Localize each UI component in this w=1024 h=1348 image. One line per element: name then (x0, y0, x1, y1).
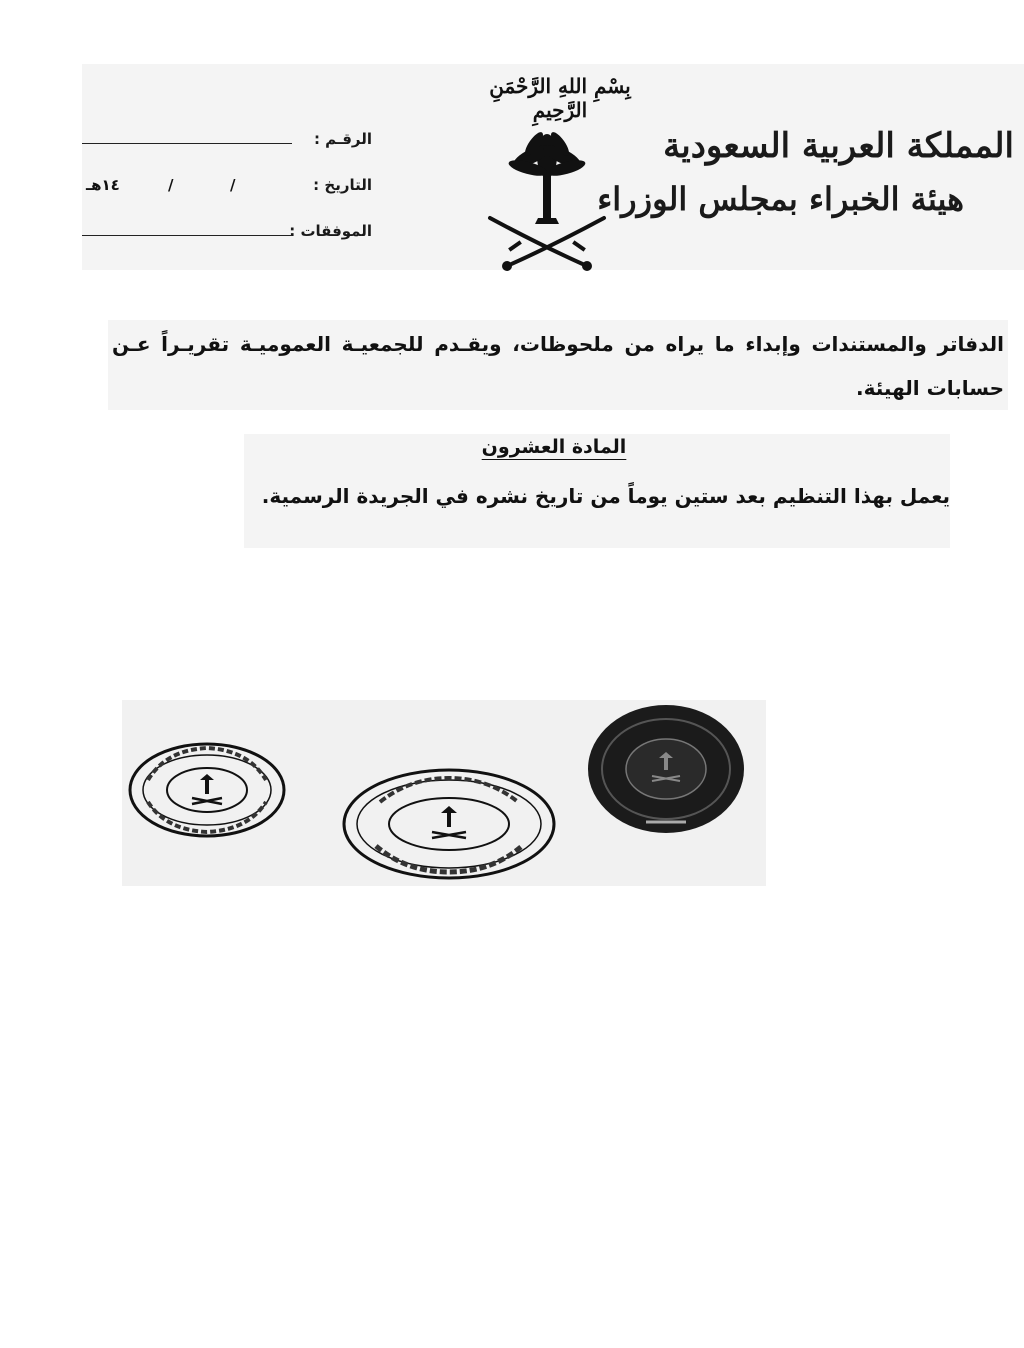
number-label: الرقـم : (313, 130, 372, 148)
date-year-suffix: ١٤هـ (86, 176, 120, 194)
date-value (82, 176, 292, 202)
attachments-label: الموفقات : (289, 222, 372, 240)
number-line (82, 143, 292, 144)
article-text: يعمل بهذا التنظيم بعد ستين يوماً من تاريخ نشره في الجريدة الرسمية. (261, 484, 950, 508)
ministry-name-line1: المملكة العربية السعودية (663, 126, 1014, 166)
date-separator-2: / (230, 176, 236, 194)
palm-swords-emblem-icon (482, 126, 612, 276)
attachments-line (82, 235, 292, 236)
seal-stamp-1 (126, 740, 288, 840)
number-field (82, 130, 372, 156)
attachments-field (82, 222, 372, 248)
ministry-name-line2: هيئة الخبراء بمجلس الوزراء (597, 180, 964, 218)
article-title: المادة العشرون (481, 436, 627, 458)
date-separator-1: / (168, 176, 174, 194)
seal-stamp-2 (340, 766, 558, 882)
body-paragraph: الدفاتر والمستندات وإبداء ما يراه من ملحوظات، ويقـدم للجمعيـة العموميـة تقريـراً عـن حسابات الهيئة. (112, 332, 1004, 400)
date-label: التاريخ : (313, 176, 372, 194)
bismillah: بِسْمِ اللهِ الرَّحْمَنِ الرَّحِيمِ (489, 74, 631, 122)
date-field (82, 176, 372, 202)
seal-stamp-3 (586, 702, 746, 836)
